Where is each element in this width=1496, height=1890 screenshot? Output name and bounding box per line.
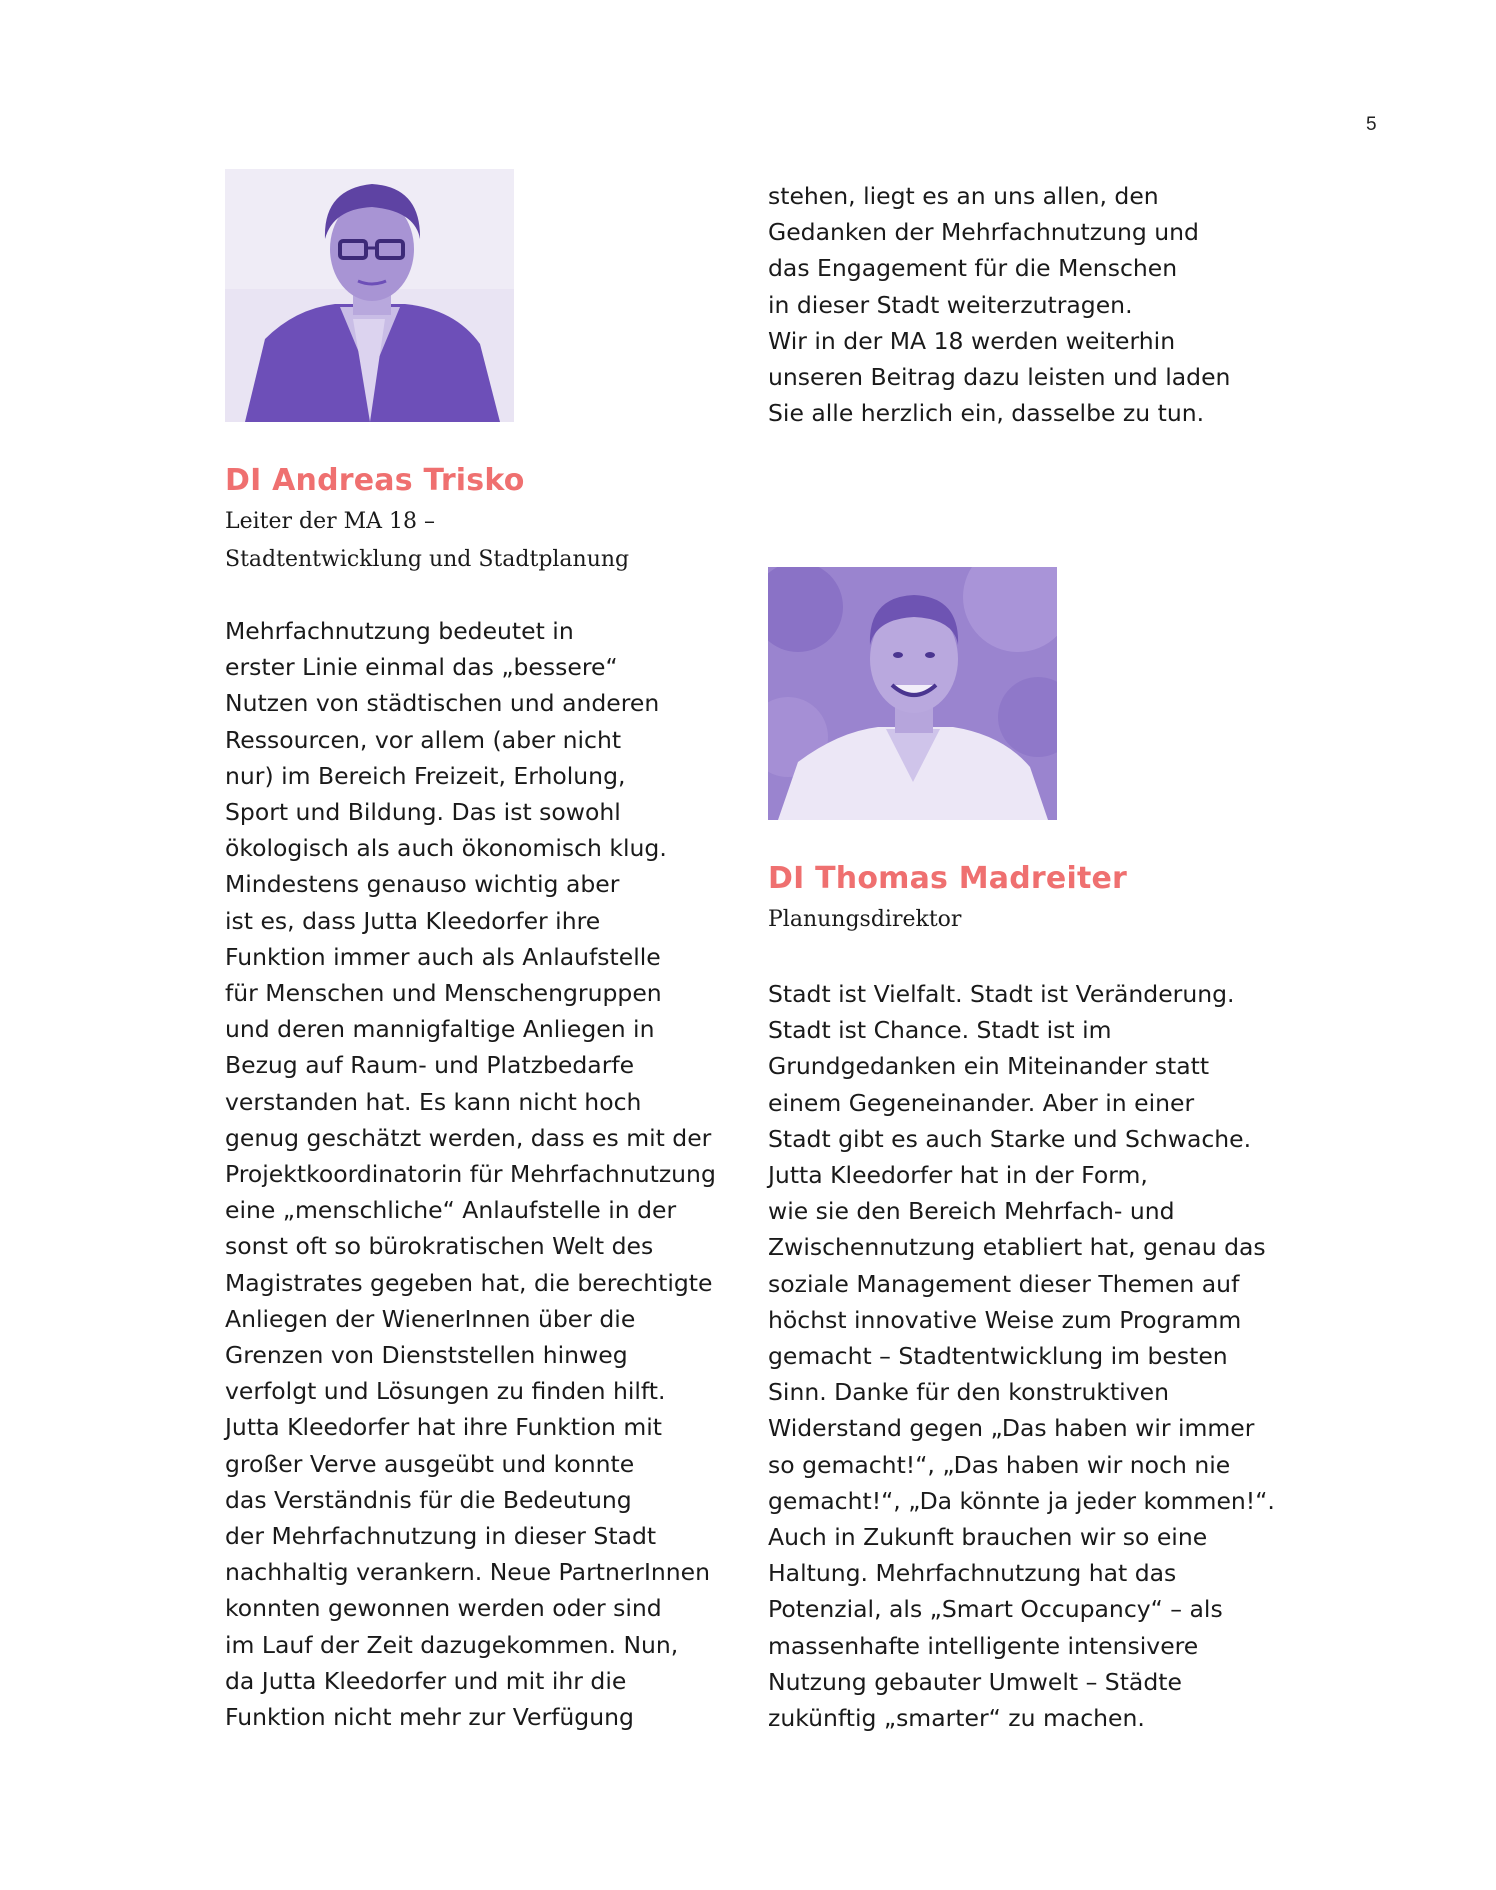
text-line: Mehrfachnutzung bedeutet in bbox=[225, 617, 574, 645]
text-line: Sport und Bildung. Das ist sowohl bbox=[225, 798, 621, 827]
role-line: Planungsdirektor bbox=[768, 907, 962, 932]
portrait-photo-icon bbox=[225, 169, 514, 422]
text-line: das Verständnis für die Bedeutung bbox=[225, 1485, 632, 1514]
text-line: Ressourcen, vor allem (aber nicht bbox=[225, 725, 622, 754]
text-line: im Lauf der Zeit dazugekommen. Nun, bbox=[225, 1630, 679, 1659]
text-line: das Engagement für die Menschen bbox=[768, 254, 1178, 283]
role-andreas-trisko bbox=[225, 503, 629, 579]
text-line: gemacht – Stadtentwicklung im besten bbox=[768, 1342, 1228, 1371]
statement-thomas-madreiter bbox=[768, 976, 1275, 1736]
text-line: konnten gewonnen werden oder sind bbox=[225, 1594, 662, 1623]
name-thomas-madreiter: DI Thomas Madreiter bbox=[768, 861, 1128, 896]
text-line: Magistrates gegeben hat, die berechtigte bbox=[225, 1268, 713, 1297]
text-line: Funktion immer auch als Anlaufstelle bbox=[225, 942, 661, 971]
text-line: Haltung. Mehrfachnutzung hat das bbox=[768, 1559, 1177, 1588]
text-line: unseren Beitrag dazu leisten und laden bbox=[768, 363, 1231, 392]
text-line: höchst innovative Weise zum Programm bbox=[768, 1305, 1242, 1334]
text-line: eine „menschliche“ Anlaufstelle in der bbox=[225, 1196, 677, 1225]
text-line: Zwischennutzung etabliert hat, genau das bbox=[768, 1233, 1266, 1262]
text-line: Bezug auf Raum- und Platzbedarfe bbox=[225, 1051, 635, 1080]
text-line: in dieser Stadt weiterzutragen. bbox=[768, 290, 1133, 319]
portrait-andreas-trisko bbox=[225, 169, 514, 422]
text-line: so gemacht!“, „Das haben wir noch nie bbox=[768, 1450, 1231, 1479]
role-thomas-madreiter bbox=[768, 901, 961, 939]
text-line: massenhafte intelligente intensivere bbox=[768, 1631, 1199, 1660]
statement-andreas-trisko bbox=[225, 613, 716, 1735]
text-line: einem Gegeneinander. Aber in einer bbox=[768, 1088, 1195, 1117]
text-line: Sie alle herzlich ein, dasselbe zu tun. bbox=[768, 399, 1205, 428]
text-line: verfolgt und Lösungen zu finden hilft. bbox=[225, 1377, 666, 1406]
text-line: Funktion nicht mehr zur Verfügung bbox=[225, 1703, 634, 1732]
text-line: Grundgedanken ein Miteinander statt bbox=[768, 1052, 1210, 1081]
text-line: soziale Management dieser Themen auf bbox=[768, 1269, 1240, 1298]
text-line: Stadt ist Vielfalt. Stadt ist Veränderung. bbox=[768, 980, 1235, 1008]
text-line: Nutzung gebauter Umwelt – Städte bbox=[768, 1667, 1182, 1696]
text-line: Jutta Kleedorfer hat in der Form, bbox=[768, 1161, 1148, 1190]
text-line: und deren mannigfaltige Anliegen in bbox=[225, 1015, 655, 1044]
text-line: Widerstand gegen „Das haben wir immer bbox=[768, 1414, 1255, 1443]
text-line: der Mehrfachnutzung in dieser Stadt bbox=[225, 1522, 657, 1551]
text-line: wie sie den Bereich Mehrfach- und bbox=[768, 1197, 1175, 1226]
text-line: Auch in Zukunft brauchen wir so eine bbox=[768, 1523, 1208, 1552]
text-line: Projektkoordinatorin für Mehrfachnutzung bbox=[225, 1160, 716, 1189]
text-line: ökologisch als auch ökonomisch klug. bbox=[225, 834, 667, 863]
text-line: gemacht!“, „Da könnte ja jeder kommen!“. bbox=[768, 1486, 1275, 1515]
text-line: verstanden hat. Es kann nicht hoch bbox=[225, 1087, 642, 1116]
text-line: zukünftig „smarter“ zu machen. bbox=[768, 1704, 1145, 1733]
name-andreas-trisko: DI Andreas Trisko bbox=[225, 463, 525, 498]
text-line: Gedanken der Mehrfachnutzung und bbox=[768, 218, 1199, 247]
text-line: Sinn. Danke für den konstruktiven bbox=[768, 1378, 1169, 1407]
text-line: stehen, liegt es an uns allen, den bbox=[768, 182, 1159, 210]
text-line: ist es, dass Jutta Kleedorfer ihre bbox=[225, 906, 601, 935]
text-line: für Menschen und Menschengruppen bbox=[225, 979, 662, 1008]
text-line: nur) im Bereich Freizeit, Erholung, bbox=[225, 761, 626, 790]
text-line: genug geschätzt werden, dass es mit der bbox=[225, 1123, 712, 1152]
text-line: Stadt ist Chance. Stadt ist im bbox=[768, 1016, 1112, 1045]
role-line: Leiter der MA 18 – bbox=[225, 509, 436, 534]
text-line: sonst oft so bürokratischen Welt des bbox=[225, 1232, 654, 1261]
portrait-thomas-madreiter bbox=[768, 567, 1057, 820]
text-line: Anliegen der WienerInnen über die bbox=[225, 1304, 636, 1333]
text-line: großer Verve ausgeübt und konnte bbox=[225, 1449, 635, 1478]
page-number: 5 bbox=[1366, 114, 1377, 135]
text-line: nachhaltig verankern. Neue PartnerInnen bbox=[225, 1558, 711, 1587]
portrait-photo-icon bbox=[768, 567, 1057, 820]
text-line: Mindestens genauso wichtig aber bbox=[225, 870, 620, 899]
statement-continued bbox=[768, 178, 1230, 431]
text-line: Stadt gibt es auch Starke und Schwache. bbox=[768, 1124, 1252, 1153]
text-line: Jutta Kleedorfer hat ihre Funktion mit bbox=[225, 1413, 663, 1442]
text-line: Wir in der MA 18 werden weiterhin bbox=[768, 326, 1176, 355]
role-line: Stadtentwicklung und Stadtplanung bbox=[225, 547, 630, 572]
text-line: da Jutta Kleedorfer und mit ihr die bbox=[225, 1666, 627, 1695]
text-line: Potenzial, als „Smart Occupancy“ – als bbox=[768, 1595, 1223, 1624]
text-line: Nutzen von städtischen und anderen bbox=[225, 689, 660, 718]
text-line: erster Linie einmal das „bessere“ bbox=[225, 653, 618, 682]
text-line: Grenzen von Dienststellen hinweg bbox=[225, 1341, 628, 1370]
